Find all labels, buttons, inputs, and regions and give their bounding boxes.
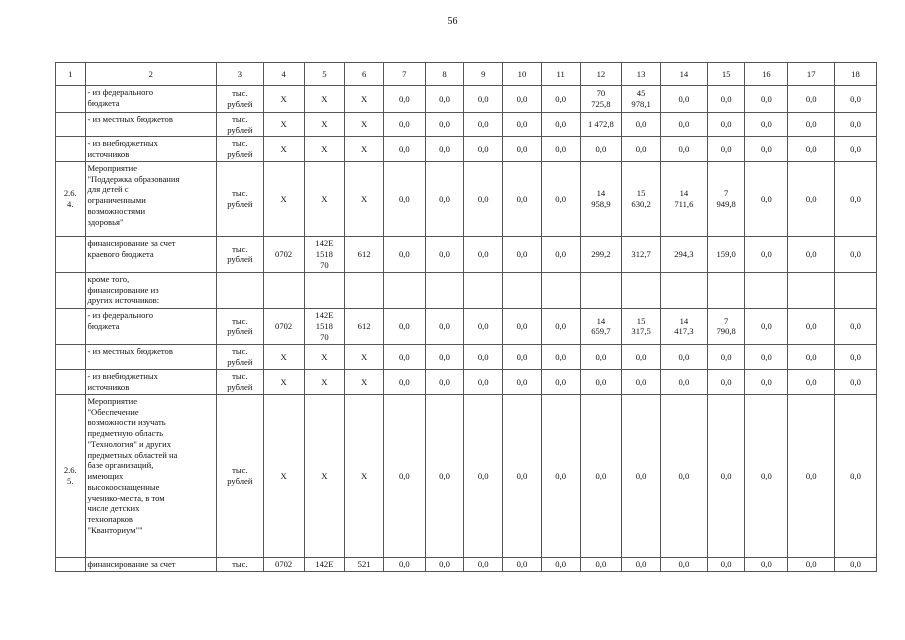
table-cell: 0,0 <box>660 113 707 137</box>
table-cell <box>580 272 622 308</box>
column-header: 10 <box>503 63 542 86</box>
table-cell: 0,0 <box>503 161 542 236</box>
table-cell: 0,0 <box>383 236 425 272</box>
table-cell: X <box>345 137 384 161</box>
table-cell: 0,0 <box>464 161 503 236</box>
table-cell: 0,0 <box>788 557 835 571</box>
table-cell: 0,0 <box>503 236 542 272</box>
table-cell: 0,0 <box>541 557 580 571</box>
table-cell: X <box>304 394 345 557</box>
table-cell: 0,0 <box>788 137 835 161</box>
table-cell: 15 630,2 <box>622 161 661 236</box>
table-cell <box>707 272 745 308</box>
budget-table <box>55 62 877 572</box>
column-header: 11 <box>541 63 580 86</box>
column-header: 18 <box>835 63 877 86</box>
column-header: 13 <box>622 63 661 86</box>
table-cell: 0,0 <box>622 113 661 137</box>
row-name-cell: - из федерального бюджета <box>85 86 216 113</box>
table-cell: 0,0 <box>541 236 580 272</box>
table-cell: 0,0 <box>464 137 503 161</box>
table-cell: тыс. рублей <box>216 369 263 394</box>
table-cell: X <box>263 394 304 557</box>
table-cell: 0,0 <box>622 394 661 557</box>
table-cell: 0702 <box>263 557 304 571</box>
row-name-cell: - из внебюджетных источников <box>85 369 216 394</box>
row-number-cell: 2.6. 4. <box>56 161 86 236</box>
table-cell: тыс. рублей <box>216 86 263 113</box>
table-cell: X <box>304 369 345 394</box>
table-cell: 0,0 <box>622 137 661 161</box>
table-cell: 0,0 <box>425 557 464 571</box>
column-header: 14 <box>660 63 707 86</box>
table-cell: 0,0 <box>464 557 503 571</box>
column-header: 8 <box>425 63 464 86</box>
table-cell: 0,0 <box>745 236 788 272</box>
table-cell: X <box>263 86 304 113</box>
table-cell: 0,0 <box>835 344 877 369</box>
table-cell: 0,0 <box>835 86 877 113</box>
column-header: 9 <box>464 63 503 86</box>
table-cell: X <box>304 344 345 369</box>
row-name-cell: - из местных бюджетов <box>85 344 216 369</box>
table-cell: 0,0 <box>425 137 464 161</box>
column-header: 6 <box>345 63 384 86</box>
table-row <box>56 369 877 394</box>
table-row <box>56 236 877 272</box>
table-cell: 0,0 <box>788 394 835 557</box>
table-cell: 0,0 <box>745 369 788 394</box>
table-cell: 0702 <box>263 308 304 344</box>
table-cell: 0,0 <box>707 86 745 113</box>
table-cell: X <box>304 113 345 137</box>
table-cell: X <box>263 161 304 236</box>
table-cell: X <box>345 86 384 113</box>
table-cell <box>263 272 304 308</box>
table-cell: 0,0 <box>788 161 835 236</box>
table-cell: 0,0 <box>425 161 464 236</box>
table-cell: 0,0 <box>707 344 745 369</box>
table-cell: 0,0 <box>622 557 661 571</box>
table-cell: X <box>263 137 304 161</box>
column-header: 7 <box>383 63 425 86</box>
table-cell: 299,2 <box>580 236 622 272</box>
table-cell: 612 <box>345 236 384 272</box>
table-cell: 142Е 1518 70 <box>304 236 345 272</box>
table-cell: 142Е 1518 70 <box>304 308 345 344</box>
table-row <box>56 272 877 308</box>
table-row <box>56 308 877 344</box>
table-cell <box>383 272 425 308</box>
table-cell: 0,0 <box>541 86 580 113</box>
table-cell: 0,0 <box>580 137 622 161</box>
table-cell: тыс. рублей <box>216 137 263 161</box>
table-cell: 0,0 <box>788 344 835 369</box>
table-cell: 0,0 <box>425 394 464 557</box>
table-cell: 7 790,8 <box>707 308 745 344</box>
table-cell <box>660 272 707 308</box>
table-cell: 0,0 <box>464 344 503 369</box>
table-cell <box>304 272 345 308</box>
table-cell: 0,0 <box>383 557 425 571</box>
table-cell: 0,0 <box>745 161 788 236</box>
table-row <box>56 161 877 236</box>
table-cell: 0,0 <box>383 308 425 344</box>
table-cell: 14 711,6 <box>660 161 707 236</box>
page-number: 56 <box>447 16 458 27</box>
table-cell: тыс. рублей <box>216 344 263 369</box>
table-cell: 14 659,7 <box>580 308 622 344</box>
table-cell: 0,0 <box>383 394 425 557</box>
row-name-cell: кроме того, финансирование из других источников: <box>85 272 216 308</box>
table-row <box>56 557 877 571</box>
row-name-cell: финансирование за счет краевого бюджета <box>85 236 216 272</box>
table-cell: 0,0 <box>464 308 503 344</box>
row-name-cell: Мероприятие "Обеспечение возможности изучать предметную область "Технология" и других предметных областей на базе организаций, имеющих высокооснащенные ученико-места, в том числе детских технопарков "Кванториум"" <box>85 394 216 557</box>
table-cell: 0,0 <box>383 161 425 236</box>
table-cell: 0,0 <box>835 236 877 272</box>
row-name-cell: - из внебюджетных источников <box>85 137 216 161</box>
table-cell: 0,0 <box>464 394 503 557</box>
table-row <box>56 86 877 113</box>
table-cell: 0,0 <box>503 113 542 137</box>
table-cell: 0,0 <box>503 308 542 344</box>
table-cell: 0,0 <box>835 308 877 344</box>
table-cell: X <box>345 394 384 557</box>
table-cell: 0,0 <box>788 86 835 113</box>
table-cell: тыс. рублей <box>216 113 263 137</box>
row-name-cell: - из федерального бюджета <box>85 308 216 344</box>
table-cell: 0,0 <box>707 137 745 161</box>
table-cell: 0,0 <box>580 369 622 394</box>
table-cell: 142Е <box>304 557 345 571</box>
table-cell: 0,0 <box>580 394 622 557</box>
table-cell: 70 725,8 <box>580 86 622 113</box>
table-cell: X <box>304 161 345 236</box>
table-cell: 521 <box>345 557 384 571</box>
table-cell: 15 317,5 <box>622 308 661 344</box>
table-cell: 0,0 <box>425 236 464 272</box>
table-cell <box>745 272 788 308</box>
table-row <box>56 113 877 137</box>
table-cell: X <box>304 86 345 113</box>
row-name-cell: Мероприятие "Поддержка образования для детей с ограниченными возможностями здоровья" <box>85 161 216 236</box>
table-header-row <box>56 63 877 86</box>
table-cell: 0,0 <box>707 113 745 137</box>
table-cell: 0,0 <box>503 137 542 161</box>
table-cell: 0,0 <box>707 557 745 571</box>
table-cell: 0,0 <box>464 113 503 137</box>
column-header: 4 <box>263 63 304 86</box>
table-cell: 0,0 <box>622 344 661 369</box>
table-cell: X <box>304 137 345 161</box>
row-number-cell: 2.6. 5. <box>56 394 86 557</box>
table-cell: 0,0 <box>541 308 580 344</box>
table-cell: 0,0 <box>835 113 877 137</box>
table-cell <box>345 272 384 308</box>
table-cell: 0,0 <box>383 344 425 369</box>
table-cell: 0,0 <box>745 86 788 113</box>
table-cell: 0,0 <box>745 113 788 137</box>
row-number-cell <box>56 113 86 137</box>
table-cell: 14 417,3 <box>660 308 707 344</box>
table-cell: X <box>263 369 304 394</box>
table-cell: тыс. рублей <box>216 236 263 272</box>
table-cell: 159,0 <box>707 236 745 272</box>
table-cell: 0,0 <box>660 137 707 161</box>
column-header: 15 <box>707 63 745 86</box>
table-cell: 0,0 <box>835 394 877 557</box>
table-cell: тыс. рублей <box>216 161 263 236</box>
table-cell: 0,0 <box>425 113 464 137</box>
table-cell: 0,0 <box>503 394 542 557</box>
table-cell: 0,0 <box>425 344 464 369</box>
table-cell <box>425 272 464 308</box>
column-header: 17 <box>788 63 835 86</box>
table-body <box>56 63 877 572</box>
table-cell: 612 <box>345 308 384 344</box>
column-header: 5 <box>304 63 345 86</box>
table-cell: 0,0 <box>788 369 835 394</box>
table-cell: 0,0 <box>541 113 580 137</box>
column-header: 2 <box>85 63 216 86</box>
table-cell: 0,0 <box>788 236 835 272</box>
table-cell: 0,0 <box>425 369 464 394</box>
table-cell: 0,0 <box>425 86 464 113</box>
table-cell <box>788 272 835 308</box>
table-cell: 0,0 <box>788 113 835 137</box>
column-header: 1 <box>56 63 86 86</box>
row-number-cell <box>56 86 86 113</box>
row-name-cell: финансирование за счет <box>85 557 216 571</box>
table-cell: 0,0 <box>660 344 707 369</box>
table-cell: 0,0 <box>383 86 425 113</box>
table-row <box>56 344 877 369</box>
table-cell: 0,0 <box>541 344 580 369</box>
row-number-cell <box>56 369 86 394</box>
table-cell: 312,7 <box>622 236 661 272</box>
row-number-cell <box>56 308 86 344</box>
table-row <box>56 394 877 557</box>
table-cell: 0,0 <box>383 369 425 394</box>
table-cell <box>541 272 580 308</box>
table-cell: 0,0 <box>835 369 877 394</box>
table-cell: 1 472,8 <box>580 113 622 137</box>
table-cell: 0,0 <box>503 344 542 369</box>
table-cell: 0,0 <box>745 557 788 571</box>
table-cell: 0,0 <box>383 113 425 137</box>
column-header: 3 <box>216 63 263 86</box>
table-cell: 0,0 <box>745 308 788 344</box>
table-cell: X <box>345 344 384 369</box>
table-cell: 0,0 <box>464 86 503 113</box>
table-cell: тыс. рублей <box>216 394 263 557</box>
row-number-cell <box>56 137 86 161</box>
table-cell: 14 958,9 <box>580 161 622 236</box>
table-cell: 0,0 <box>835 557 877 571</box>
table-cell: 294,3 <box>660 236 707 272</box>
table-cell <box>622 272 661 308</box>
row-number-cell <box>56 557 86 571</box>
table-cell: 0,0 <box>580 344 622 369</box>
column-header: 12 <box>580 63 622 86</box>
row-number-cell <box>56 344 86 369</box>
row-number-cell <box>56 272 86 308</box>
table-cell: 0,0 <box>541 137 580 161</box>
table-cell: X <box>263 113 304 137</box>
table-cell: 0,0 <box>707 394 745 557</box>
table-cell: 45 978,1 <box>622 86 661 113</box>
table-cell <box>216 272 263 308</box>
table-cell: X <box>263 344 304 369</box>
table-cell: 0,0 <box>788 308 835 344</box>
table-cell <box>464 272 503 308</box>
table-cell: 0,0 <box>580 557 622 571</box>
table-cell: 0,0 <box>660 86 707 113</box>
table-cell: X <box>345 161 384 236</box>
table-cell: 0,0 <box>541 369 580 394</box>
table-cell: 0,0 <box>745 344 788 369</box>
table-cell: 0,0 <box>464 236 503 272</box>
table-cell: 0,0 <box>660 394 707 557</box>
table-cell: 0,0 <box>745 137 788 161</box>
table-cell: 0,0 <box>660 557 707 571</box>
table-row <box>56 137 877 161</box>
table-cell <box>503 272 542 308</box>
table-cell: 0,0 <box>383 137 425 161</box>
table-cell: 0,0 <box>503 557 542 571</box>
table-cell: 0,0 <box>425 308 464 344</box>
table-cell: тыс. рублей <box>216 308 263 344</box>
column-header: 16 <box>745 63 788 86</box>
table-cell: 0,0 <box>660 369 707 394</box>
table-cell: 0,0 <box>503 369 542 394</box>
table-cell: 0,0 <box>541 394 580 557</box>
table-cell: 0,0 <box>503 86 542 113</box>
table-cell <box>835 272 877 308</box>
table-cell: 0,0 <box>541 161 580 236</box>
table-cell: X <box>345 369 384 394</box>
table-cell: 0,0 <box>622 369 661 394</box>
table-cell: 0702 <box>263 236 304 272</box>
table-cell: 0,0 <box>464 369 503 394</box>
table-cell: тыс. <box>216 557 263 571</box>
table-cell: 7 949,8 <box>707 161 745 236</box>
table-cell: 0,0 <box>835 161 877 236</box>
row-name-cell: - из местных бюджетов <box>85 113 216 137</box>
table-cell: 0,0 <box>745 394 788 557</box>
table-cell: 0,0 <box>707 369 745 394</box>
table-cell: 0,0 <box>835 137 877 161</box>
row-number-cell <box>56 236 86 272</box>
table-cell: X <box>345 113 384 137</box>
